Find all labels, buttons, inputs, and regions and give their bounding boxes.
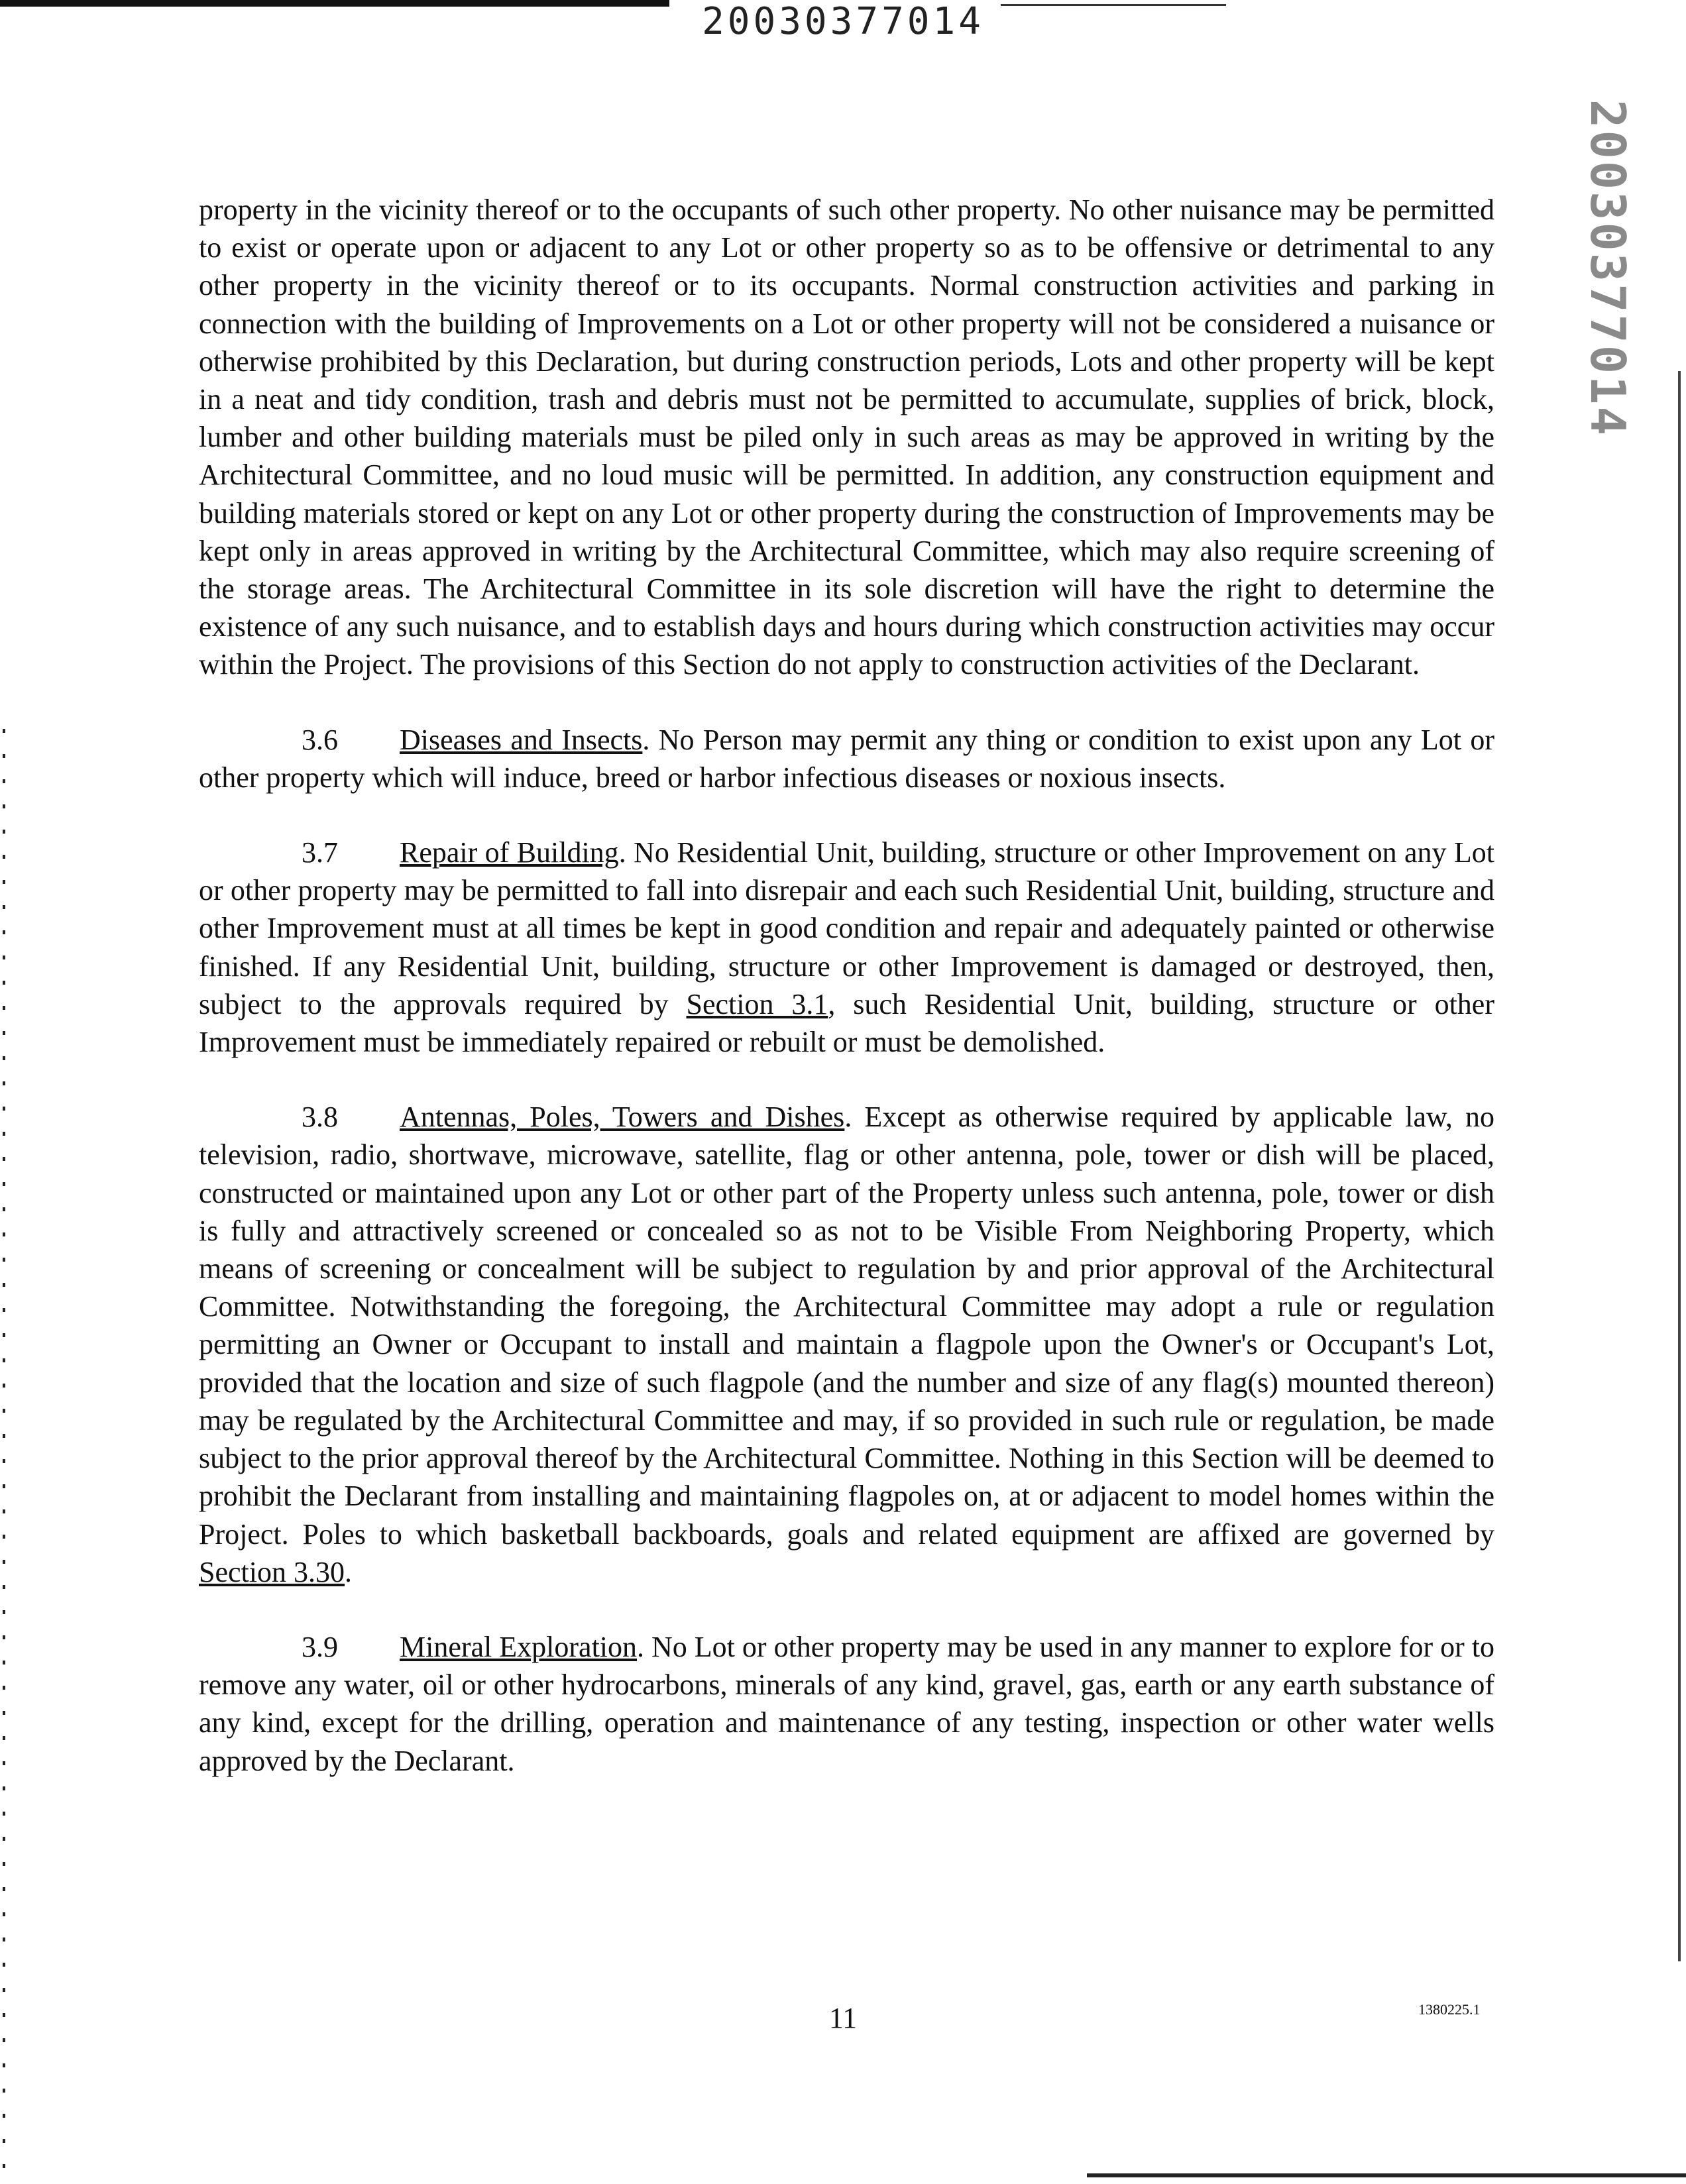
section-3-9 (199, 1628, 1494, 1780)
side-recording-stamp: 20030377014 (1580, 99, 1636, 437)
continued-paragraph: property in the vicinity thereof or to the occupants of such other property. No other nuisance may be permitted to exist or operate upon or adjacent to any Lot or other property so as to be offensive or detrimental to any other property in the vicinity thereof or to its occupants. Normal construction activities and parking in connection with the building of Improvements on a Lot or other property will not be considered a nuisance or otherwise prohibited by this Declaration, but during construction periods, Lots and other property will be kept in a neat and tidy condition, trash and debris must not be permitted to accumulate, supplies of brick, block, lumber and other building materials must be piled only in such areas as may be approved in writing by the Architectural Committee, and no loud music will be permitted. In addition, any construction equipment and building materials stored or kept on any Lot or other property during the construction of Improvements may be kept only in areas approved in writing by the Architectural Committee, which may also require screening of the storage areas. The Architectural Committee in its sole discretion will have the right to determine the existence of any such nuisance, and to establish days and hours during which construction activities may occur within the Project. The provisions of this Section do not apply to construction activities of the Declarant. (199, 193, 1494, 681)
section-3-6 (199, 721, 1494, 796)
section-3-7 (199, 834, 1494, 1061)
scan-edge-right (1678, 371, 1681, 1961)
section-text: . Except as otherwise required by applicable law, no television, radio, shortwave, microwave, satellite, flag or other antenna, pole, tower or dish will be placed, constructed or maintained upon any Lot or other part of the Property unless such antenna, pole, tower or dish is fully and attractively screened or concealed so as not to be Visible From Neighboring Property, which means of screening or concealment will be subject to regulation by and prior approval of the Architectural Committee. Notwithstanding the foregoing, the Architectural Committee may adopt a rule or regulation permitting an Owner or Occupant to install and maintain a flagpole upon the Owner's or Occupant's Lot, provided that the location and size of such flagpole (and the number and size of any flag(s) mounted thereon) may be regulated by the Architectural Committee and may, if so provided in such rule or regulation, be made subject to the prior approval thereof by the Architectural Committee. Nothing in this Section will be deemed to prohibit the Declarant from installing and maintaining flagpoles on, at or adjacent to model homes within the Project. Poles to which basketball backboards, goals and related equipment are affixed are governed by (199, 1101, 1494, 1551)
section-number: 3.9 (302, 1630, 338, 1663)
recording-number: 20030377014 (702, 0, 984, 43)
scan-edge-bottom (1087, 2173, 1686, 2177)
section-number: 3.8 (302, 1101, 338, 1134)
section-3-8 (199, 1098, 1494, 1591)
section-number: 3.7 (302, 836, 338, 869)
section-text: . No Person may permit any thing or condition to exist upon any Lot or other property which will induce, breed or harbor infectious diseases or noxious insects. (199, 723, 1494, 794)
document-body (199, 191, 1494, 1817)
section-text-end: , such Residential Unit, building, structure or other Improvement must be immediately repaired or rebuilt or must be demolished. (199, 987, 1494, 1059)
section-reference: Section 3.1 (686, 987, 828, 1020)
section-heading: Antennas, Poles, Towers and Dishes (400, 1101, 845, 1134)
section-text-end: . (344, 1555, 352, 1588)
section-text: . No Residential Unit, building, structure or other Improvement on any Lot or other property may be permitted to fall into disrepair and each such Residential Unit, building, structure and other Improvement must at all times be kept in good condition and repair and adequately painted or otherwise finished. If any Residential Unit, building, structure or other Improvement is damaged or destroyed, then, subject to the approvals required by (199, 836, 1494, 1020)
section-number: 3.6 (302, 723, 338, 756)
section-heading: Diseases and Insects (400, 723, 643, 756)
section-text: . No Lot or other property may be used in any manner to explore for or to remove any water, oil or other hydrocarbons, minerals of any kind, gravel, gas, earth or any earth substance of any kind, except for the drilling, operation and maintenance of any testing, inspection or other water wells approved by the Declarant. (199, 1630, 1495, 1777)
scan-edge-left (3, 729, 5, 2173)
section-heading: Mineral Exploration (400, 1630, 638, 1663)
document-id: 1380225.1 (1418, 2001, 1481, 2018)
section-reference: Section 3.30 (199, 1555, 345, 1588)
section-heading: Repair of Building (400, 836, 619, 869)
page-number: 11 (828, 2002, 858, 2034)
